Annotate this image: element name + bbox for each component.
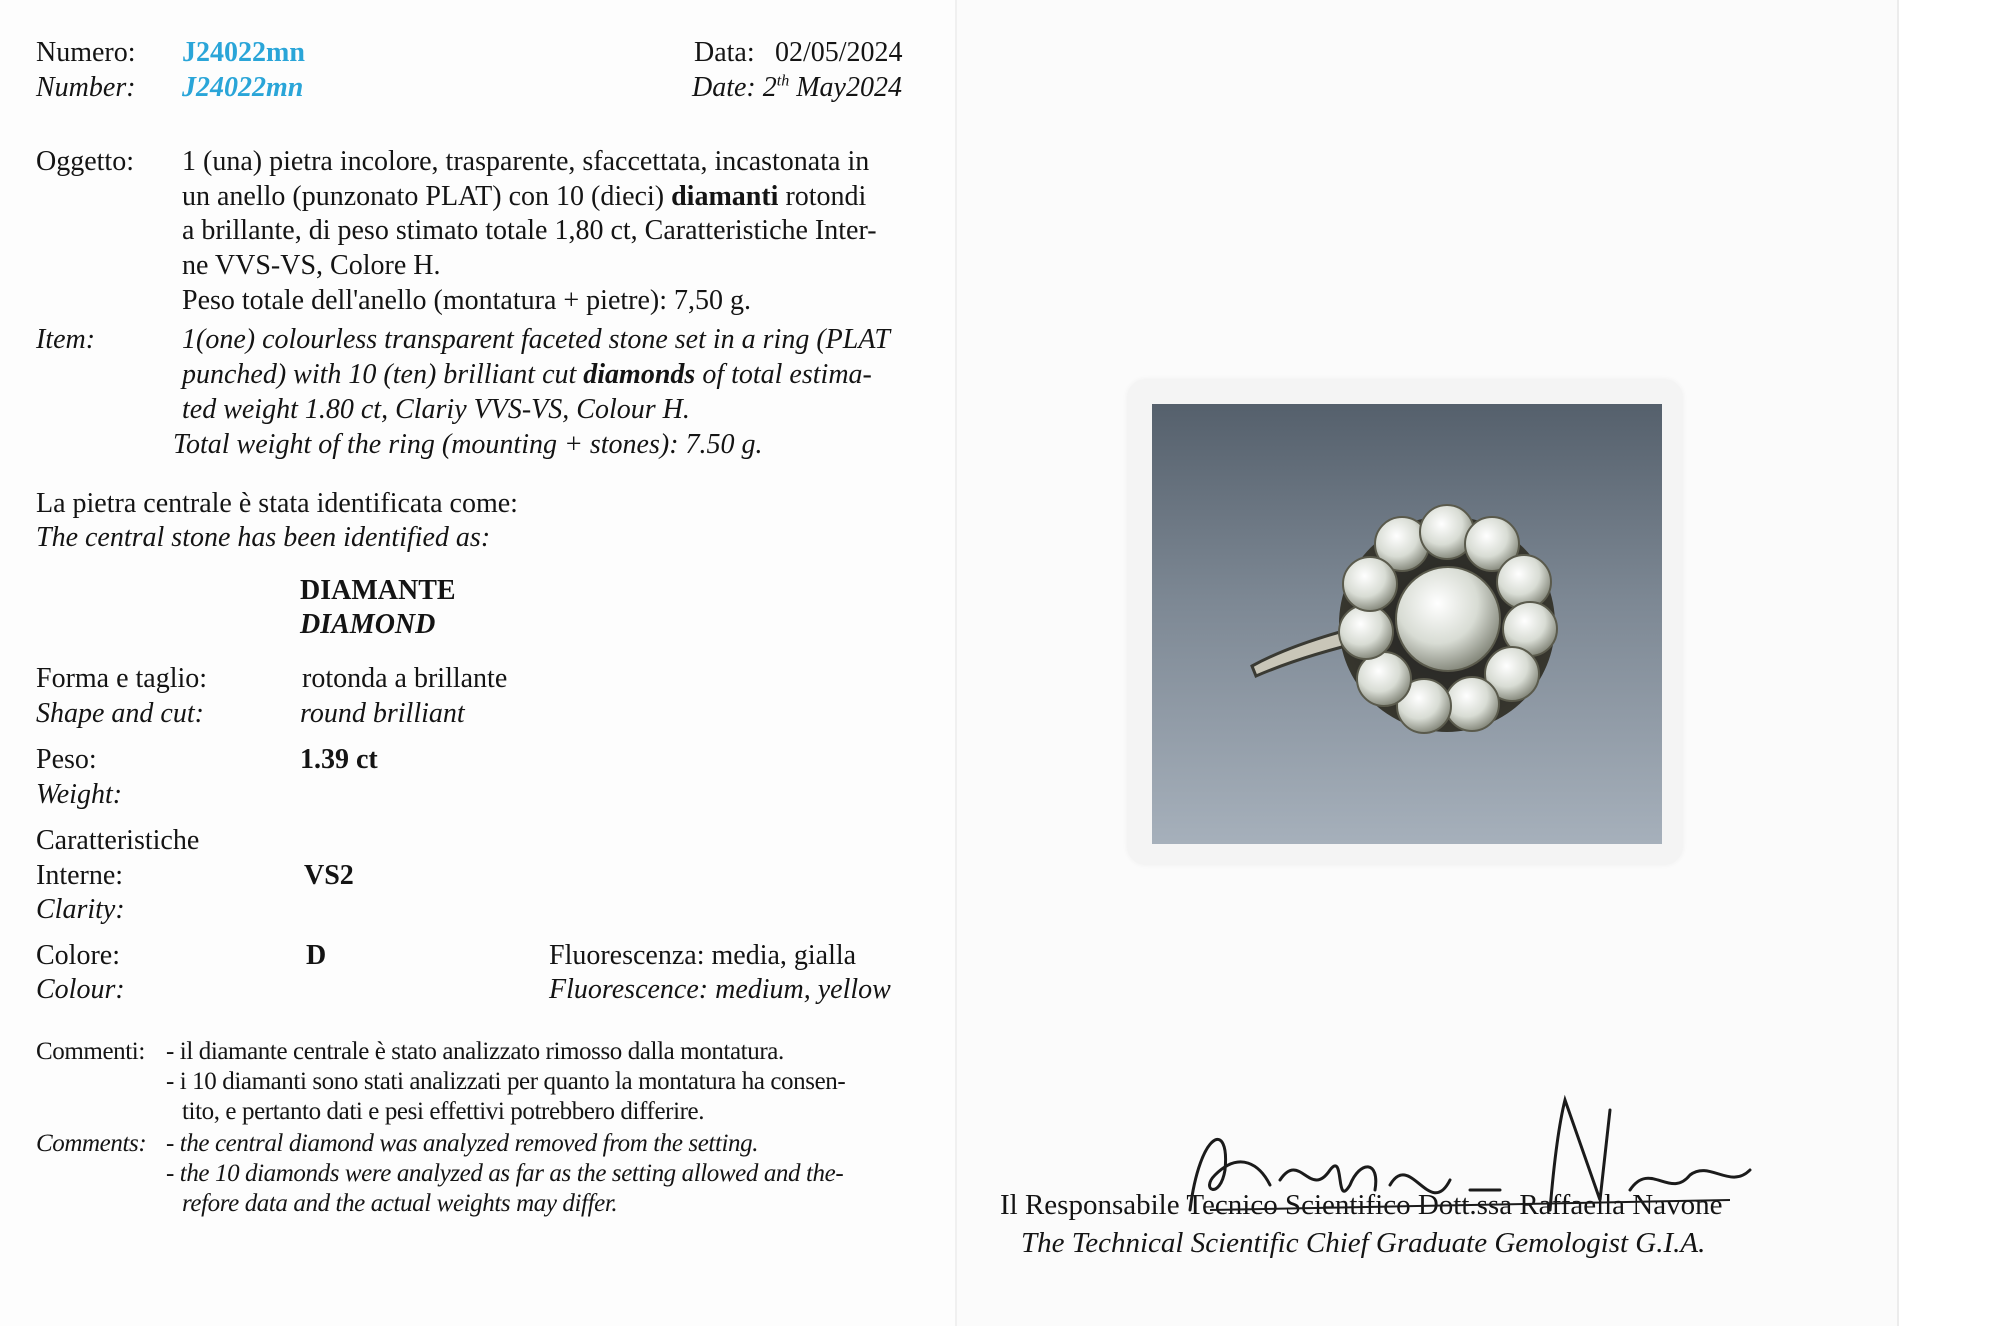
item-line-3: ted weight 1.80 ct, Clariy VVS-VS, Colour H. xyxy=(182,394,690,425)
item-line-2-post: of total estima- xyxy=(695,359,872,390)
comment-en-1: - the central diamond was analyzed removed from the setting. xyxy=(166,1130,759,1157)
comment-it-1: - il diamante centrale è stato analizzato rimosso dalla montatura. xyxy=(166,1038,784,1065)
oggetto-line-1: 1 (una) pietra incolore, trasparente, sfaccettata, incastonata in xyxy=(182,146,870,177)
oggetto-line-2-bold: diamanti xyxy=(671,181,779,212)
item-label: Item: xyxy=(36,324,96,355)
clarity-label-it-2: Interne: xyxy=(36,860,124,891)
fluorescence-en: Fluorescence: medium, yellow xyxy=(549,974,891,1005)
diamond-ring-image xyxy=(1152,404,1662,844)
item-line-4: Total weight of the ring (mounting + stones): 7.50 g. xyxy=(173,429,763,460)
oggetto-line-2-post: rotondi xyxy=(778,181,867,212)
item-line-2 xyxy=(182,358,872,392)
item-line-2-bold: diamonds xyxy=(583,359,696,390)
date-suffix: th xyxy=(776,72,790,90)
comment-it-3: tito, e pertanto dati e pesi effettivi potrebbero differire. xyxy=(182,1098,705,1125)
oggetto-line-2-pre: un anello (punzonato PLAT) con 10 (dieci) xyxy=(182,181,672,212)
page-margin xyxy=(1897,0,2000,1326)
identification-en: The central stone has been identified as: xyxy=(36,522,491,553)
shape-value-en: round brilliant xyxy=(300,698,465,729)
date-day: 2 xyxy=(762,72,777,103)
date-line xyxy=(692,71,902,105)
ring-photo xyxy=(1152,404,1662,844)
handwritten-signature xyxy=(1170,1090,1770,1240)
identification-it: La pietra centrale è stata identificata come: xyxy=(36,488,518,519)
numero-value: J24022mn xyxy=(182,37,305,68)
clarity-label-it-1: Caratteristiche xyxy=(36,825,200,856)
result-en: DIAMOND xyxy=(300,609,436,640)
numero-label: Numero: xyxy=(36,37,136,68)
weight-label-it: Peso: xyxy=(36,744,97,775)
weight-value: 1.39 ct xyxy=(300,744,378,775)
number-value: J24022mn xyxy=(182,72,304,103)
comment-en-3: refore data and the actual weights may differ. xyxy=(182,1190,618,1217)
colour-label-it: Colore: xyxy=(36,940,120,971)
date-rest: May2024 xyxy=(796,72,902,103)
result-it: DIAMANTE xyxy=(300,575,456,606)
colour-value: D xyxy=(306,940,327,971)
comments-label-it: Commenti: xyxy=(36,1038,145,1065)
comments-label-en: Comments: xyxy=(36,1130,147,1157)
oggetto-label: Oggetto: xyxy=(36,146,134,177)
number-label: Number: xyxy=(36,72,136,103)
shape-label-it: Forma e taglio: xyxy=(36,663,208,694)
clarity-label-en: Clarity: xyxy=(36,894,125,925)
item-line-1: 1(one) colourless transparent faceted stone set in a ring (PLAT xyxy=(182,324,890,355)
fluorescence-it: Fluorescenza: media, gialla xyxy=(549,940,857,971)
oggetto-line-5: Peso totale dell'anello (montatura + pietre): 7,50 g. xyxy=(182,285,752,316)
signatory-title-en: The Technical Scientific Chief Graduate Gemologist G.I.A. xyxy=(1021,1227,1706,1259)
data-value: 02/05/2024 xyxy=(775,37,903,68)
comment-it-2: - i 10 diamanti sono stati analizzati per quanto la montatura ha consen- xyxy=(166,1068,846,1095)
shape-value-it: rotonda a brillante xyxy=(302,663,508,694)
shape-label-en: Shape and cut: xyxy=(36,698,204,729)
clarity-value: VS2 xyxy=(304,860,354,891)
oggetto-line-2 xyxy=(182,180,866,214)
comment-en-2: - the 10 diamonds were analyzed as far as the setting allowed and the- xyxy=(166,1160,844,1187)
weight-label-en: Weight: xyxy=(36,779,123,810)
signatory-title-it: Il Responsabile Tecnico Scientifico Dott.ssa Raffaella Navone xyxy=(1000,1189,1723,1221)
colour-label-en: Colour: xyxy=(36,974,125,1005)
data-label: Data: xyxy=(694,37,755,68)
oggetto-line-4: ne VVS-VS, Colore H. xyxy=(182,250,441,281)
oggetto-line-3: a brillante, di peso stimato totale 1,80 ct, Caratteristiche Inter- xyxy=(182,215,877,246)
date-label: Date: xyxy=(692,72,756,103)
item-line-2-pre: punched) with 10 (ten) brilliant cut xyxy=(182,359,584,390)
